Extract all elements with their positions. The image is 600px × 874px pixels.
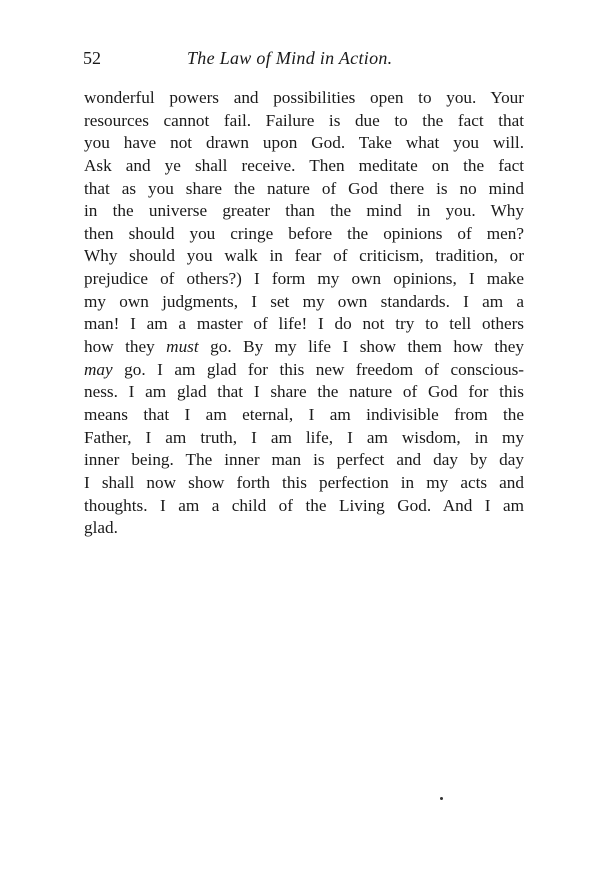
- emphasis: may: [84, 359, 113, 379]
- text-line: prejudice of others?) I form my own opinions, I make: [84, 269, 524, 289]
- print-speck: [440, 797, 443, 800]
- text-line: means that I am eternal, I am indivisible from the: [84, 404, 524, 424]
- text-line: then should you cringe before the opinions of men?: [84, 223, 524, 243]
- text-line: thoughts. I am a child of the Living God. And I am: [84, 495, 524, 515]
- text-line: glad.: [84, 518, 118, 538]
- text-segment: go. By my life I show them how they: [198, 337, 524, 357]
- text-line: you have not drawn upon God. Take what you will.: [84, 133, 524, 153]
- text-line: [84, 336, 524, 359]
- text-line: in the universe greater than the mind in you. Why: [84, 201, 524, 221]
- text-line: man! I am a master of life! I do not try to tell others: [84, 314, 524, 334]
- page-number: 52: [83, 48, 101, 68]
- text-line: Father, I am truth, I am life, I am wisdom, in my: [84, 427, 524, 447]
- text-line: wonderful powers and possibilities open to you. Your: [84, 88, 524, 107]
- text-line: inner being. The inner man is perfect and day by day: [84, 450, 524, 470]
- text-line: ness. I am glad that I share the nature of God for this: [84, 382, 524, 402]
- text-line: [84, 359, 524, 382]
- page-header: [83, 48, 523, 74]
- text-line: Ask and ye shall receive. Then meditate on the fact: [84, 155, 524, 175]
- text-line: resources cannot fail. Failure is due to the fact that: [84, 110, 524, 130]
- text-line: Why should you walk in fear of criticism, tradition, or: [84, 246, 524, 266]
- text-line: my own judgments, I set my own standards. I am a: [84, 291, 524, 311]
- text-line: I shall now show forth this perfection in my acts and: [84, 472, 524, 492]
- running-title: The Law of Mind in Action.: [187, 48, 393, 68]
- text-segment: go. I am glad for this new freedom of conscious-: [112, 359, 524, 379]
- body-text: [84, 87, 524, 540]
- text-segment: how they: [84, 337, 167, 357]
- text-line: that as you share the nature of God there is no mind: [84, 178, 524, 198]
- emphasis: must: [166, 337, 199, 357]
